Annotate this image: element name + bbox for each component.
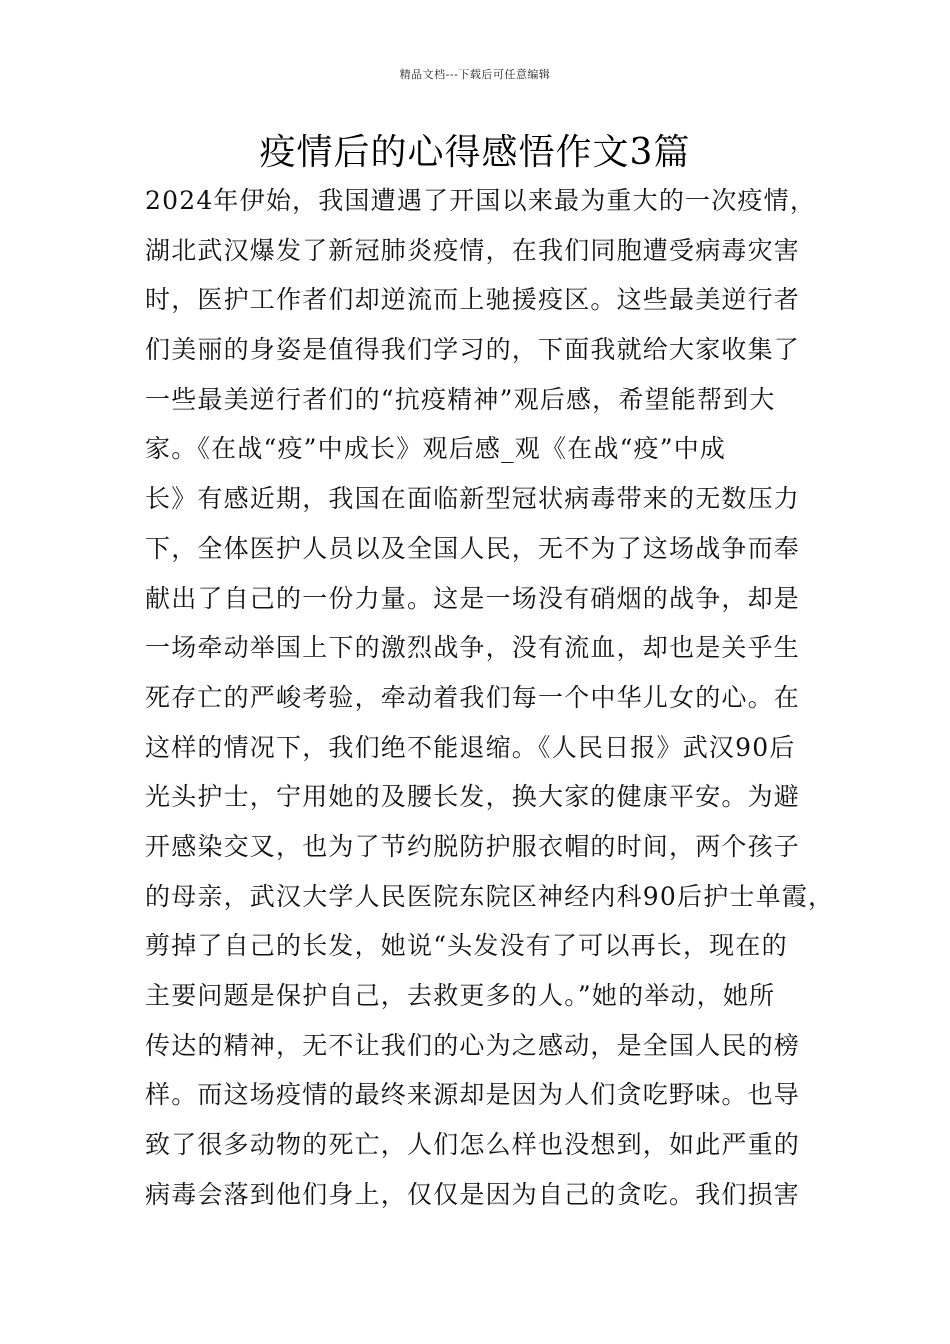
document-title: 疫情后的心得感悟作文3篇 bbox=[259, 132, 691, 173]
body-line: 病毒会落到他们身上，仅仅是因为自己的贪吃。我们损害 bbox=[145, 1179, 801, 1209]
body-line: 家。《在战“疫”中成长》观后感_观《在战“疫”中成 bbox=[145, 434, 727, 464]
body-line: 一些最美逆行者们的“抗疫精神”观后感，希望能帮到大 bbox=[145, 384, 776, 414]
body-line: 这样的情况下，我们绝不能退缩。《人民日报》武汉90后 bbox=[145, 732, 796, 762]
body-line: 传达的精神，无不让我们的心为之感动，是全国人民的榜 bbox=[145, 1030, 801, 1060]
header-note: 精品文档---下载后可任意编辑 bbox=[399, 68, 551, 81]
body-line: 致了很多动物的死亡，人们怎么样也没想到，如此严重的 bbox=[145, 1130, 801, 1160]
body-line: 湖北武汉爆发了新冠肺炎疫情，在我们同胞遭受病毒灾害 bbox=[145, 235, 801, 265]
body-text bbox=[145, 176, 835, 1219]
body-line: 2024年伊始，我国遭遇了开国以来最为重大的一次疫情， bbox=[145, 186, 817, 215]
body-line: 时，医护工作者们却逆流而上驰援疫区。这些最美逆行者 bbox=[145, 285, 801, 315]
body-line: 开感染交叉，也为了节约脱防护服衣帽的时间，两个孩子 bbox=[145, 831, 801, 861]
body-line: 献出了自己的一份力量。这是一场没有硝烟的战争，却是 bbox=[145, 583, 801, 613]
body-line: 一场牵动举国上下的激烈战争，没有流血，却也是关乎生 bbox=[145, 633, 801, 663]
body-line: 的母亲，武汉大学人民医院东院区神经内科90后护士单霞， bbox=[145, 881, 835, 911]
body-line: 们美丽的身姿是值得我们学习的，下面我就给大家收集了 bbox=[145, 335, 801, 365]
body-line: 光头护士，宁用她的及腰长发，换大家的健康平安。为避 bbox=[145, 782, 801, 812]
body-line: 样。而这场疫情的最终来源却是因为人们贪吃野味。也导 bbox=[145, 1080, 801, 1110]
body-line: 主要问题是保护自己，去救更多的人。”她的举动，她所 bbox=[145, 981, 776, 1010]
body-line: 长》有感近期，我国在面临新型冠状病毒带来的无数压力 bbox=[145, 484, 801, 514]
body-line: 死存亡的严峻考验，牵动着我们每一个中华儿女的心。在 bbox=[145, 682, 801, 712]
body-line: 剪掉了自己的长发，她说“头发没有了可以再长，现在的 bbox=[145, 931, 788, 961]
body-line: 下，全体医护人员以及全国人民，无不为了这场战争而奉 bbox=[145, 533, 801, 563]
